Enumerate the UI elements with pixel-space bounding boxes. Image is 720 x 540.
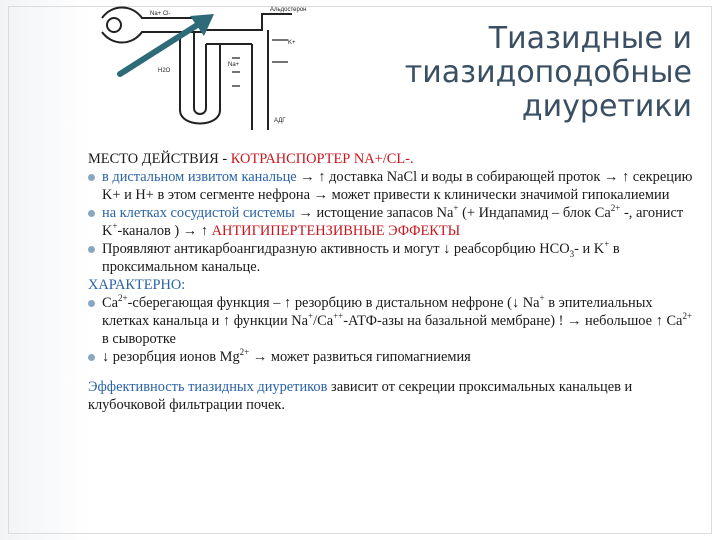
title-line-1: Тиазидные и xyxy=(488,21,692,56)
bullet-icon xyxy=(88,174,95,181)
bullet-icon xyxy=(88,210,95,217)
label-k-plus: K+ xyxy=(288,40,296,46)
title-line-2: тиазидоподобные xyxy=(404,55,692,90)
nephron-diagram xyxy=(92,0,342,140)
label-h2o: H2O xyxy=(158,68,171,74)
pointer-arrow-icon xyxy=(120,14,214,74)
list-item: Проявляют антикарбоангидразную активность и могут ↓ реабсорбцию $HCO_3-$ и K+ в проксимальном канальце. xyxy=(88,240,700,276)
label-adg: АДГ xyxy=(274,118,286,124)
bullet-icon xyxy=(88,354,95,361)
label-na-cl: Na+ Cl- xyxy=(150,11,171,17)
list-item: на клетках сосудистой системы → истощение запасов Na+ (+ Индапамид – блок $Ca^{2+}$ -, агонист K+-каналов ) → ↑ АНТИГИПЕРТЕНЗИВНЫЕ ЭФФЕКТЫ xyxy=(88,204,700,240)
label-aldosterone: Альдостерон xyxy=(270,7,307,13)
list-item: $Ca^{2+}$-сберегающая функция – ↑ резорбцию в дистальном нефроне (↓ Na+ в эпителиальных клетках канальца и ↑ функции Na+/Ca++-АТФ-азы на базальной мембране) ! → небольшое ↑ $Ca^{2+}$ в сыворотке xyxy=(88,294,700,348)
footer-note: Эффективность тиазидных диуретиков зависит от секреции проксимальных канальцев и клубочковой фильтрации почек. xyxy=(88,379,633,413)
slide-body xyxy=(88,150,700,414)
section-heading-characteristic: ХАРАКТЕРНО: xyxy=(88,277,186,293)
list-item: в дистальном извитом канальце → ↑ доставка NaCl и воды в собирающей проток → ↑ секрецию K+ и H+ в этом сегменте нефрона → может привести к клинически значимой гипокалиемии xyxy=(88,168,700,204)
slide-title xyxy=(332,22,692,124)
section-heading-site: МЕСТО ДЕЙСТВИЯ - КОТРАНСПОРТЕР NA+/CL-. xyxy=(88,151,414,167)
list-item: ↓ резорбция ионов $Mg^{2+}$ → может развиться гипомагниемия xyxy=(88,348,700,366)
bullet-icon xyxy=(88,246,95,253)
title-line-3: диуретики xyxy=(521,89,692,124)
bullet-icon xyxy=(88,300,95,307)
label-na-plus: Na+ xyxy=(228,62,240,68)
cotransporter-label: КОТРАНСПОРТЕР NA+/CL-. xyxy=(230,151,414,167)
